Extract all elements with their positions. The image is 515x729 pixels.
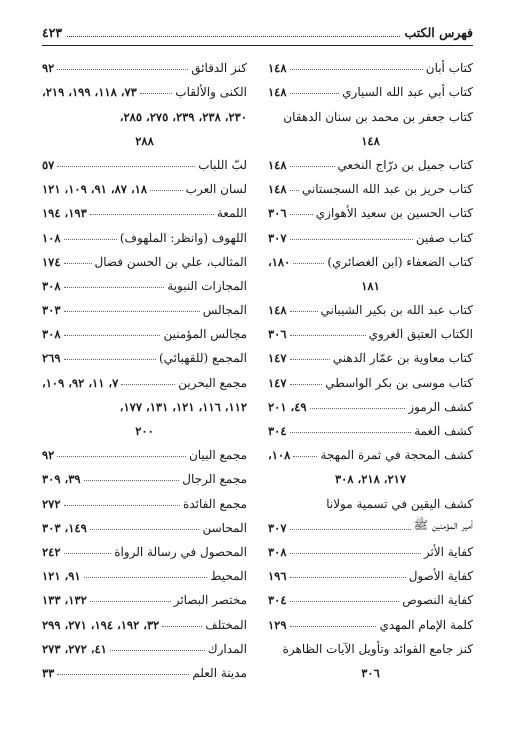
leader-dots bbox=[290, 553, 421, 554]
entry-pages: ٩٢ bbox=[42, 448, 55, 463]
entry-title: المجالس bbox=[202, 303, 247, 318]
index-entry bbox=[268, 414, 473, 438]
leader-dots bbox=[84, 480, 180, 481]
entry-pages: ٢٨٨ bbox=[135, 133, 154, 148]
entry-pages: ١٠٨ bbox=[42, 230, 61, 245]
leader-dots bbox=[290, 190, 299, 191]
index-entry bbox=[42, 511, 247, 535]
leader-dots bbox=[290, 601, 400, 602]
entry-title: اللمعة bbox=[216, 206, 247, 221]
entry-title: كتاب معاوية بن عمّار الدهني bbox=[332, 351, 473, 366]
leader-dots bbox=[67, 27, 399, 37]
leader-dots bbox=[290, 166, 335, 167]
entry-pages: ٣٠٦ bbox=[361, 665, 380, 680]
page-number: ٤٢٣ bbox=[42, 24, 63, 40]
entry-title: الكتاب العتيق الغروي bbox=[368, 327, 473, 342]
entry-pages: ٣٠٧ bbox=[268, 520, 287, 535]
leader-dots bbox=[57, 456, 186, 457]
entry-title: اللهوف (وانظر: الملهوف) bbox=[119, 230, 247, 245]
leader-dots bbox=[110, 650, 205, 651]
entry-pages: ١٨٠، bbox=[268, 254, 291, 269]
index-column-left bbox=[42, 51, 247, 680]
entry-title: كتاب موسى بن بكر الواسطي bbox=[325, 375, 473, 390]
entry-pages: ٣٠٨ bbox=[42, 327, 61, 342]
index-entry bbox=[42, 486, 247, 510]
leader-dots bbox=[162, 626, 202, 627]
entry-pages: ١٤٨ bbox=[268, 61, 287, 76]
leader-dots bbox=[290, 335, 366, 336]
entry-title: أمير المؤمنين ﷺ bbox=[413, 517, 473, 532]
entry-title: كتاب الضعفاء (ابن الغضائري) bbox=[327, 254, 473, 269]
entry-pages: ٢١٧، ٢١٨، ٣٠٨ bbox=[334, 472, 407, 487]
entry-pages: ١٤٨ bbox=[361, 133, 380, 148]
leader-dots bbox=[90, 601, 171, 602]
entry-title: المجمع (للقهبائي) bbox=[158, 351, 247, 366]
entry-pages: ١٣٢، ١٣٣ bbox=[42, 593, 87, 608]
index-entry bbox=[42, 559, 247, 583]
index-entry bbox=[268, 172, 473, 196]
leader-dots bbox=[64, 335, 161, 336]
leader-dots bbox=[57, 674, 189, 675]
entry-title: لبّ اللباب bbox=[198, 157, 247, 172]
entry-title: مجمع الرجال bbox=[182, 472, 247, 487]
leader-dots bbox=[64, 553, 112, 554]
leader-dots bbox=[64, 263, 92, 264]
index-entry bbox=[42, 317, 247, 341]
leader-dots bbox=[293, 263, 324, 264]
leader-dots bbox=[290, 577, 406, 578]
leader-dots bbox=[57, 69, 188, 70]
leader-dots bbox=[64, 311, 200, 312]
index-entry bbox=[268, 293, 473, 317]
entry-title: كنز الدقائق bbox=[191, 61, 247, 76]
entry-title: المحصول في رسالة الرواة bbox=[114, 544, 247, 559]
index-entry bbox=[268, 511, 473, 535]
entry-pages: ٣٠٨ bbox=[42, 278, 61, 293]
leader-dots bbox=[290, 93, 340, 94]
entry-pages: ١٤٧ bbox=[268, 351, 287, 366]
index-entry-continuation bbox=[268, 462, 473, 486]
index-entry bbox=[268, 438, 473, 462]
index-entry bbox=[42, 656, 247, 680]
index-entry-continuation bbox=[268, 656, 473, 680]
index-entry bbox=[42, 75, 247, 99]
entry-title: المحاسن bbox=[202, 520, 247, 535]
entry-title: كفاية الأثر bbox=[423, 544, 473, 559]
entry-pages: ١٩٦ bbox=[268, 569, 287, 584]
index-entry bbox=[42, 293, 247, 317]
entry-title: مجمع الفائدة bbox=[183, 496, 247, 511]
leader-dots bbox=[310, 408, 406, 409]
index-entry bbox=[42, 462, 247, 486]
leader-dots bbox=[64, 239, 117, 240]
leader-dots bbox=[84, 577, 208, 578]
index-entry-continuation bbox=[268, 269, 473, 293]
index-entry bbox=[268, 486, 473, 510]
entry-title: كتاب جعفر بن محمد بن سنان الدهقان bbox=[283, 109, 473, 124]
index-entry-continuation bbox=[42, 390, 247, 414]
header-rule bbox=[42, 45, 473, 46]
entry-pages: ١٤٨ bbox=[268, 303, 287, 318]
header-title: فهرس الكتب bbox=[404, 24, 473, 40]
entry-pages: ١٠٨، bbox=[268, 448, 291, 463]
entry-title: لسان العرب bbox=[185, 182, 247, 197]
index-entry bbox=[42, 535, 247, 559]
entry-title: المجازات النبوية bbox=[167, 278, 247, 293]
entry-title: كشف المحجة في ثمرة المهجة bbox=[320, 448, 473, 463]
entry-pages: ١٤٨ bbox=[268, 85, 287, 100]
leader-dots bbox=[64, 505, 181, 506]
index-entry bbox=[268, 317, 473, 341]
entry-pages: ٣٢، ١٩٢، ١٩٤، ٢٧١، ٢٩٩ bbox=[42, 617, 160, 632]
entry-title: مجمع البحرين bbox=[178, 375, 247, 390]
leader-dots bbox=[90, 529, 200, 530]
leader-dots bbox=[150, 190, 183, 191]
index-entry bbox=[42, 438, 247, 462]
index-entry bbox=[42, 196, 247, 220]
index-entry bbox=[42, 341, 247, 365]
entry-title: كتاب جميل بن درّاج النخعي bbox=[337, 157, 473, 172]
entry-pages: ٣٠٧ bbox=[268, 230, 287, 245]
index-entry bbox=[42, 51, 247, 75]
index-entry bbox=[42, 269, 247, 293]
index-entry-continuation bbox=[42, 414, 247, 438]
entry-pages: ١٤٨ bbox=[268, 182, 287, 197]
index-entry bbox=[268, 341, 473, 365]
index-entry bbox=[42, 365, 247, 389]
entry-title: كلمة الإمام المهدي bbox=[379, 617, 473, 632]
entry-title: كتاب الحسين بن سعيد الأهوازي bbox=[315, 206, 473, 221]
entry-pages: ٧٣، ١١٨، ١٩٩، ٢١٩، bbox=[42, 85, 137, 100]
leader-dots bbox=[140, 93, 172, 94]
entry-pages: ٣٣ bbox=[42, 665, 55, 680]
index-entry bbox=[42, 632, 247, 656]
entry-title: المدارك bbox=[207, 641, 247, 656]
leader-dots bbox=[57, 166, 195, 167]
leader-dots bbox=[290, 626, 377, 627]
entry-title: المثالب، علي بن الحسن فضال bbox=[94, 254, 247, 269]
entry-title: كشف اليقين في تسمية مولانا bbox=[326, 496, 473, 511]
index-entry bbox=[268, 390, 473, 414]
leader-dots bbox=[290, 432, 412, 433]
entry-title: المحيط bbox=[210, 569, 247, 584]
index-entry bbox=[268, 75, 473, 99]
leader-dots bbox=[290, 214, 313, 215]
entry-title: الكنى والألقاب bbox=[175, 85, 247, 100]
entry-title: المختلف bbox=[205, 617, 247, 632]
entry-pages: ٢٤٢ bbox=[42, 544, 61, 559]
entry-pages: ٤١، ٢٧٢، ٢٧٣ bbox=[42, 641, 107, 656]
entry-title: كشف الرموز bbox=[408, 399, 473, 414]
index-entry bbox=[268, 148, 473, 172]
entry-title: كنز جامع الفوائد وتأويل الآيات الظاهرة bbox=[282, 641, 473, 656]
index-entry-continuation bbox=[42, 124, 247, 148]
entry-pages: ١٢٩ bbox=[268, 617, 287, 632]
index-entry bbox=[268, 365, 473, 389]
entry-pages: ١٨، ٨٧، ٩١، ١٠٩، ١٢١ bbox=[42, 182, 148, 197]
leader-dots bbox=[293, 456, 317, 457]
index-entry-continuation bbox=[42, 99, 247, 123]
index-entry bbox=[42, 220, 247, 244]
index-entry bbox=[268, 99, 473, 123]
entry-title: كتاب أبان bbox=[425, 61, 473, 76]
entry-pages: ٣٩، ٣٠٩ bbox=[42, 472, 81, 487]
entry-pages: ١٤٨ bbox=[268, 157, 287, 172]
index-entry bbox=[268, 632, 473, 656]
entry-pages: ٣٠٤ bbox=[268, 593, 287, 608]
index-entry bbox=[268, 583, 473, 607]
index-column-right bbox=[268, 51, 473, 680]
index-entry bbox=[268, 607, 473, 631]
leader-dots bbox=[290, 311, 318, 312]
entry-title: كتاب صفين bbox=[415, 230, 473, 245]
entry-pages: ٢٠٠ bbox=[135, 424, 154, 438]
leader-dots bbox=[290, 359, 330, 360]
running-header bbox=[42, 22, 473, 42]
index-entry bbox=[42, 172, 247, 196]
index-entry bbox=[42, 245, 247, 269]
entry-title: كتاب أبي عبد الله السياري bbox=[342, 85, 473, 100]
index-entry bbox=[268, 51, 473, 75]
entry-pages: ١٨١ bbox=[361, 278, 380, 293]
leader-dots bbox=[121, 384, 175, 385]
index-entry bbox=[268, 245, 473, 269]
entry-pages: ٤٩، ٢٠١ bbox=[268, 399, 307, 414]
entry-pages: ١٤٧ bbox=[268, 375, 287, 390]
entry-pages: ٣٠٦ bbox=[268, 327, 287, 342]
entry-pages: ١٧٤ bbox=[42, 254, 61, 269]
entry-pages: ٣٠٤ bbox=[268, 424, 287, 438]
entry-pages: ٣٠٦ bbox=[268, 206, 287, 221]
index-entry-continuation bbox=[268, 124, 473, 148]
index-entry bbox=[268, 196, 473, 220]
entry-pages: ٩١، ١٢١ bbox=[42, 569, 81, 584]
index-entry bbox=[268, 535, 473, 559]
entry-pages: ٢٦٩ bbox=[42, 351, 61, 366]
index-entry bbox=[268, 559, 473, 583]
entry-title: مدينة العلم bbox=[192, 665, 247, 680]
entry-title: مجمع البيان bbox=[188, 448, 247, 463]
entry-pages: ٢٧٢ bbox=[42, 496, 61, 511]
leader-dots bbox=[290, 384, 323, 385]
entry-pages: ٩٢ bbox=[42, 61, 55, 76]
leader-dots bbox=[64, 287, 165, 288]
leader-dots bbox=[290, 69, 423, 70]
entry-pages: ٧، ١١، ٩٢، ١٠٩، bbox=[42, 375, 119, 390]
entry-title: كتاب عبد الله بن بكير الشيباني bbox=[320, 303, 473, 318]
entry-title: مختصر البصائر bbox=[173, 593, 247, 608]
entry-pages: ٢٣٠، ٢٣٨، ٢٣٩، ٢٧٥، ٢٨٥، bbox=[119, 109, 247, 124]
entry-pages: ١٤٩، ٣٠٣ bbox=[42, 520, 87, 535]
entry-pages: ١٩٣، ١٩٤ bbox=[42, 206, 87, 221]
entry-title: مجالس المؤمنين bbox=[163, 327, 247, 342]
index-entry bbox=[42, 607, 247, 631]
entry-pages: ١١٢، ١١٦، ١٢١، ١٣١، ١٧٧، bbox=[119, 399, 247, 414]
entry-title: كشف الغمة bbox=[414, 424, 473, 438]
entry-title: كتاب حريز بن عبد الله السجستاني bbox=[301, 182, 473, 197]
leader-dots bbox=[290, 529, 411, 530]
entry-pages: ٣٠٣ bbox=[42, 303, 61, 318]
entry-pages: ٣٠٨ bbox=[268, 544, 287, 559]
entry-pages: ٥٧ bbox=[42, 157, 55, 172]
leader-dots bbox=[90, 214, 214, 215]
leader-dots bbox=[64, 359, 156, 360]
entry-title: كفاية الأصول bbox=[408, 569, 473, 584]
index-entry bbox=[42, 583, 247, 607]
index-entry bbox=[42, 148, 247, 172]
index-entry bbox=[268, 220, 473, 244]
entry-title: كفاية النصوص bbox=[402, 593, 473, 608]
leader-dots bbox=[290, 239, 413, 240]
